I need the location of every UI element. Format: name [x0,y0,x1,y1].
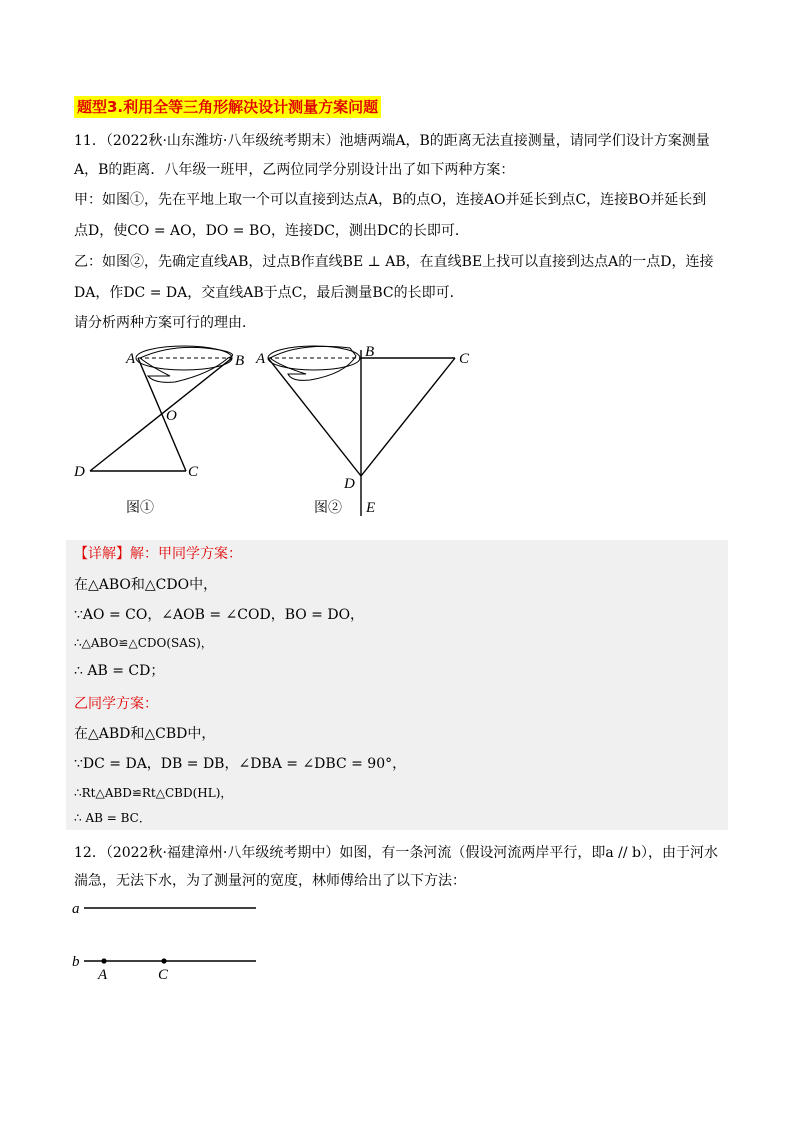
detail-line-4: ∴ AB = CD； [74,663,165,679]
detail-line-9: ∴ AB = BC． [74,811,151,825]
detail-line-2: ∵AO = CO，∠AOB = ∠COD，BO = DO， [74,607,365,623]
solution-detail [66,540,728,830]
fig1-label-d: D [74,464,85,480]
fig1-label-c: C [188,464,199,480]
section-heading: 题型3.利用全等三角形解决设计测量方案问题 [74,96,381,118]
q11-line-6: DA，作DC = DA，交直线AB于点C，最后测量BC的长即可． [74,285,464,301]
fig1-caption: 图① [126,500,154,516]
q11-line-5: 乙：如图②，先确定直线AB，过点B作直线BE ⊥ AB，在直线BE上找可以直接到达点A的一点D，连接 [74,254,714,270]
q11-line-3: 甲：如图①，先在平地上取一个可以直接到达点A，B的点O，连接AO并延长到点C，连接BO并延长到 [74,192,707,208]
detail-intro: 解：甲同学方案： [130,546,242,562]
fig2-label-a: A [256,351,266,367]
detail-line-6: 在△ABD和△CBD中， [74,726,216,742]
detail-line-5: 乙同学方案： [74,696,158,712]
figure-1 [73,346,244,516]
q12-line-1: 12．（2022秋·福建漳州·八年级统考期中）如图，有一条河流（假设河流两岸平行，即a // b），由于河水 [74,845,718,861]
fig2-label-c: C [459,351,470,367]
fig2-label-d: D [344,476,355,492]
fig3-label-b-line: b [72,954,80,970]
fig3-label-a-point: A [98,967,108,983]
fig3-label-c-point: C [158,967,169,983]
geometry-figures [60,336,500,521]
q11-line-2: A，B的距离．八年级一班甲，乙两位同学分别设计出了如下两种方案： [74,162,515,178]
detail-line-3: ∴△ABO≌△CDO(SAS)， [74,636,213,650]
detail-line-7: ∵DC = DA，DB = DB，∠DBA = ∠DBC = 90°， [74,756,407,772]
q11-line-7: 请分析两种方案可行的理由． [74,315,256,331]
fig1-label-a: A [126,351,136,367]
q11-line-1: 11．（2022秋·山东潍坊·八年级统考期末）池塘两端A，B的距离无法直接测量，请同学们设计方案测量 [74,133,710,149]
detail-line-1: 在△ABO和△CDO中， [74,577,218,593]
detail-tag: 【详解】 [74,546,130,562]
q12-line-2: 湍急，无法下水，为了测量河的宽度，林师傅给出了以下方法： [74,873,466,889]
detail-line-8: ∴Rt△ABD≌Rt△CBD(HL)， [74,786,233,800]
fig3-label-a-line: a [72,901,80,917]
fig1-label-o: O [166,408,177,424]
river-figure [60,895,280,985]
fig2-caption: 图② [314,500,342,516]
q11-line-4: 点D，使CO = AO，DO = BO，连接DC，测出DC的长即可． [74,223,469,239]
fig2-label-e: E [366,500,376,516]
fig2-label-b: B [365,344,375,360]
figure-2 [255,344,470,516]
fig1-label-b: B [235,353,245,369]
